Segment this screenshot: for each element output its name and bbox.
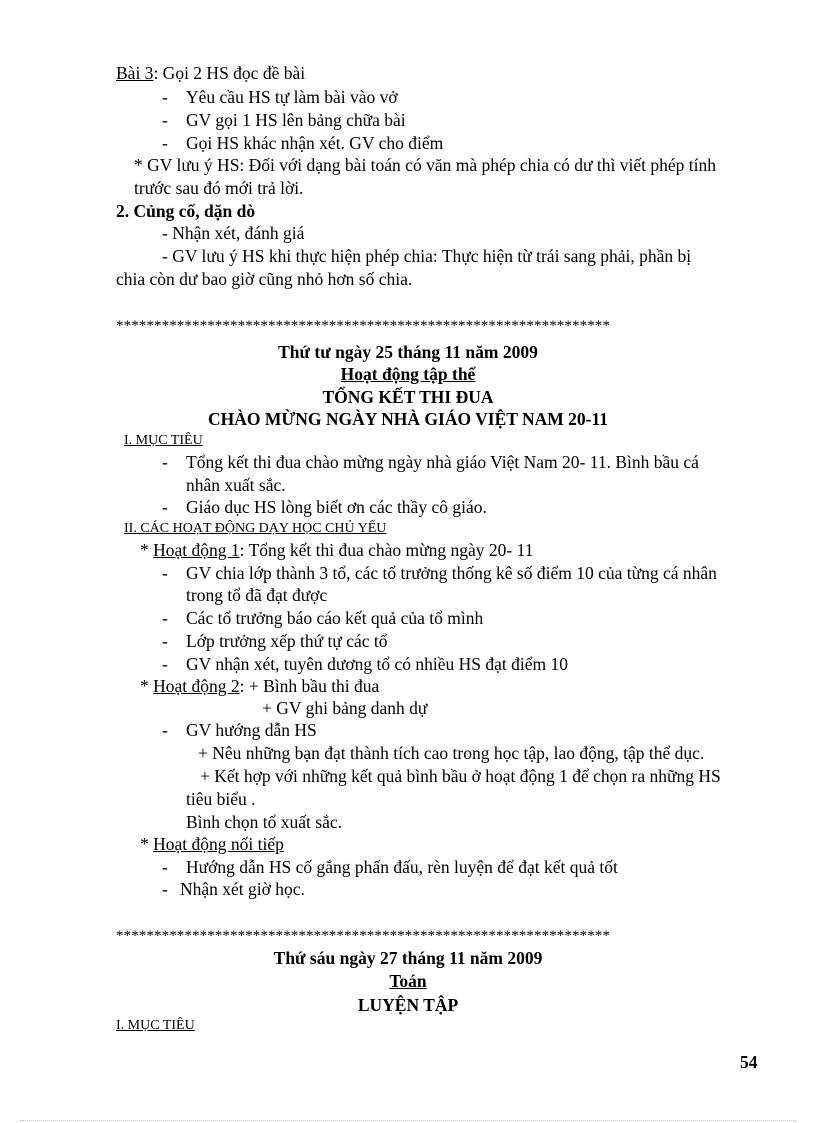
cungco-item: - GV lưu ý HS khi thực hiện phép chia: Thực hiện từ trái sang phải, phần bị bbox=[162, 246, 692, 266]
muctieu-heading: I. MỤC TIÊU bbox=[124, 433, 203, 448]
plus-item: tiêu biểu . bbox=[186, 789, 256, 809]
bullet-dash: - bbox=[162, 608, 168, 628]
list-item: Gọi HS khác nhận xét. GV cho điểm bbox=[186, 133, 444, 153]
plus-item: + Kết hợp với những kết quả bình bầu ở hoạt động 1 để chọn ra những HS bbox=[200, 766, 721, 786]
bullet-dash: - bbox=[162, 720, 168, 740]
lesson-date: Thứ sáu ngày 27 tháng 11 năm 2009 bbox=[273, 948, 543, 968]
bullet-dash: - bbox=[162, 563, 168, 583]
bullet-dash: - bbox=[162, 110, 168, 130]
bai3-label: Bài 3 bbox=[116, 63, 154, 83]
list-item: GV hướng dẫn HS bbox=[186, 720, 317, 740]
hd2-text: : + Bình bầu thi đua bbox=[239, 676, 380, 696]
lesson-date: Thứ tư ngày 25 tháng 11 năm 2009 bbox=[278, 342, 538, 362]
list-item: Các tổ trưởng báo cáo kết quả của tổ mình bbox=[186, 608, 484, 628]
list-item: GV chia lớp thành 3 tổ, các tổ trưởng thống kê số điểm 10 của từng cá nhân bbox=[186, 563, 717, 583]
cungco-item: - Nhận xét, đánh giá bbox=[162, 223, 305, 243]
hd2-sub: + GV ghi bảng danh dự bbox=[262, 698, 428, 718]
note-line: * GV lưu ý HS: Đối với dạng bài toán có văn mà phép chia có dư thì viết phép tính bbox=[134, 155, 716, 175]
lesson-title: CHÀO MỪNG NGÀY NHÀ GIÁO VIỆT NAM 20-11 bbox=[207, 409, 609, 429]
plus-item: + Nêu những bạn đạt thành tích cao trong học tập, lao động, tập thể dục. bbox=[198, 743, 705, 763]
list-item: Giáo dục HS lòng biết ơn các thầy cô giáo. bbox=[186, 497, 487, 517]
cungco-heading: 2. Củng cố, dặn dò bbox=[116, 201, 256, 221]
separator: ***************************************************************** bbox=[116, 318, 610, 334]
list-item: trong tổ đã đạt được bbox=[186, 585, 328, 605]
muctieu-heading: I. MỤC TIÊU bbox=[116, 1018, 195, 1033]
bullet-dash: - bbox=[162, 87, 168, 107]
footer-rule bbox=[20, 1120, 796, 1121]
list-item: Lớp trưởng xếp thứ tự các tổ bbox=[186, 631, 388, 651]
list-item: Tổng kết thi đua chào mừng ngày nhà giáo Việt Nam 20- 11. Bình bầu cá bbox=[186, 452, 699, 472]
lesson-title: LUYỆN TẬP bbox=[357, 995, 459, 1015]
plus-item: Bình chọn tổ xuất sắc. bbox=[186, 812, 343, 832]
bullet-dash: - bbox=[162, 654, 168, 674]
hd3-label: Hoạt động nối tiếp bbox=[153, 834, 284, 854]
hd2-label: Hoạt động 2 bbox=[153, 676, 240, 696]
bullet-dash: - bbox=[162, 452, 168, 472]
bullet-dash: - bbox=[162, 497, 168, 517]
note-line: trước sau đó mới trả lời. bbox=[134, 178, 304, 198]
bullet-dash: - bbox=[162, 133, 168, 153]
separator: ***************************************************************** bbox=[116, 928, 610, 944]
cungco-item: chia còn dư bao giờ cũng nhỏ hơn số chia. bbox=[116, 269, 413, 289]
bullet-dash: - bbox=[162, 857, 168, 877]
list-item: Hướng dẫn HS cố gắng phấn đấu, rèn luyện để đạt kết quả tốt bbox=[186, 857, 618, 877]
hd1-label: Hoạt động 1 bbox=[153, 540, 240, 560]
hd1-line: * Hoạt động 1: Tổng kết thi đua chào mừng ngày 20- 11 bbox=[140, 540, 534, 560]
list-item: nhân xuất sắc. bbox=[186, 475, 286, 495]
bai3-line bbox=[116, 62, 305, 84]
bai3-text: : Gọi 2 HS đọc đề bài bbox=[153, 63, 306, 83]
lesson-subject: Toán bbox=[389, 971, 427, 991]
lesson-title: TỔNG KẾT THI ĐUA bbox=[322, 387, 494, 407]
list-item: Nhận xét giờ học. bbox=[180, 879, 305, 899]
list-item: Yêu cầu HS tự làm bài vào vở bbox=[186, 87, 398, 107]
page-number: 54 bbox=[740, 1052, 758, 1072]
hoatdong-heading: II. CÁC HOẠT ĐỘNG DẠY HỌC CHỦ YẾU bbox=[124, 521, 387, 536]
hd3-line: * Hoạt động nối tiếp bbox=[140, 834, 284, 854]
hd1-text: : Tổng kết thi đua chào mừng ngày 20- 11 bbox=[239, 540, 534, 560]
list-item: GV nhận xét, tuyên dương tổ có nhiều HS đạt điểm 10 bbox=[186, 654, 568, 674]
bullet-dash: - bbox=[162, 879, 168, 899]
bullet-dash: - bbox=[162, 631, 168, 651]
lesson-subject: Hoạt động tập thể bbox=[340, 364, 476, 384]
list-item: GV gọi 1 HS lên bảng chữa bài bbox=[186, 110, 406, 130]
hd2-line: * Hoạt động 2: + Bình bầu thi đua bbox=[140, 676, 380, 696]
